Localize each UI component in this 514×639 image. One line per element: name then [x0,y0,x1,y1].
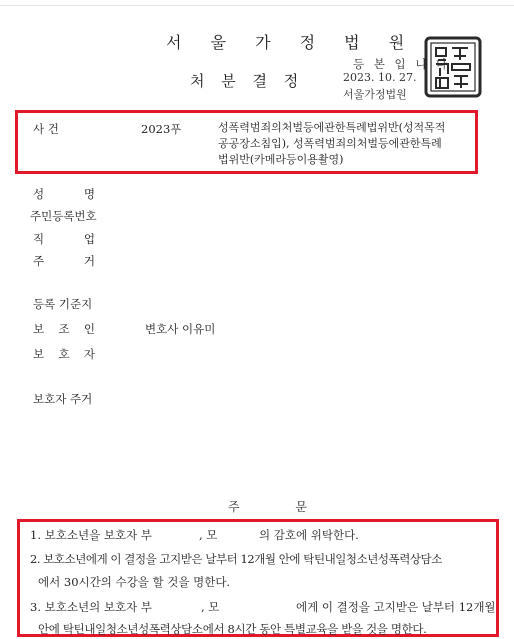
guardian-address-label: 보호자 주거 [33,392,93,406]
document-title: 처 분 결 정 [190,72,305,90]
court-name: 서 울 가 정 법 원 [166,33,417,52]
order-item-2-line-1: 2. 보호소년에게 이 결정을 고지받은 날부터 12개월 안에 탁틴내일청소년성폭력상담소 [30,552,442,566]
order-item-1-a: 1. 보호소년을 보호자 부 [30,528,152,542]
certification-date: 2023. 10. 27. [343,71,417,84]
guardian-label: 보 호 자 [33,347,95,361]
offense-line-3: 법위반(카메라등이용촬영) [218,153,344,166]
case-number: 2023푸 [141,122,182,136]
order-item-3-b: , 모 [201,600,220,614]
order-item-1-c: 의 감호에 위탁한다. [259,528,359,542]
registry-base-label: 등록 기준지 [33,297,93,311]
address-label: 주 거 [33,254,95,268]
certification-court: 서울가정법원 [343,88,407,101]
order-item-1-b: , 모 [199,528,218,542]
order-item-3-line-2: 안에 탁틴내일청소년성폭력상담소에서 8시간 동안 특별교육을 받을 것을 명한다. [38,622,427,636]
top-border-line [0,5,514,6]
assistant-value: 변호사 이유미 [145,322,216,336]
court-seal-stamp [424,36,482,98]
order-heading: 주 문 [228,500,333,514]
occupation-label: 직 업 [33,232,95,246]
name-label: 성 명 [33,187,95,201]
order-item-3-c: 에게 이 결정을 고지받은 날부터 12개월 [296,600,496,614]
case-label: 사 건 [33,122,59,136]
case-offense-description [218,120,468,168]
offense-line-1: 성폭력범죄의처벌등에관한특례법위반(성적목적 [218,121,446,134]
order-item-2-line-2: 에서 30시간의 수강을 할 것을 명한다. [38,575,231,589]
offense-line-2: 공공장소침입), 성폭력범죄의처벌등에관한특례 [218,137,442,150]
order-item-3-a: 3. 보호소년의 보호자 부 [30,600,152,614]
certified-copy-text: 등 본 입 니 다 [353,57,451,71]
assistant-label: 보 조 인 [33,322,95,336]
resident-id-label: 주민등록번호 [30,209,97,223]
